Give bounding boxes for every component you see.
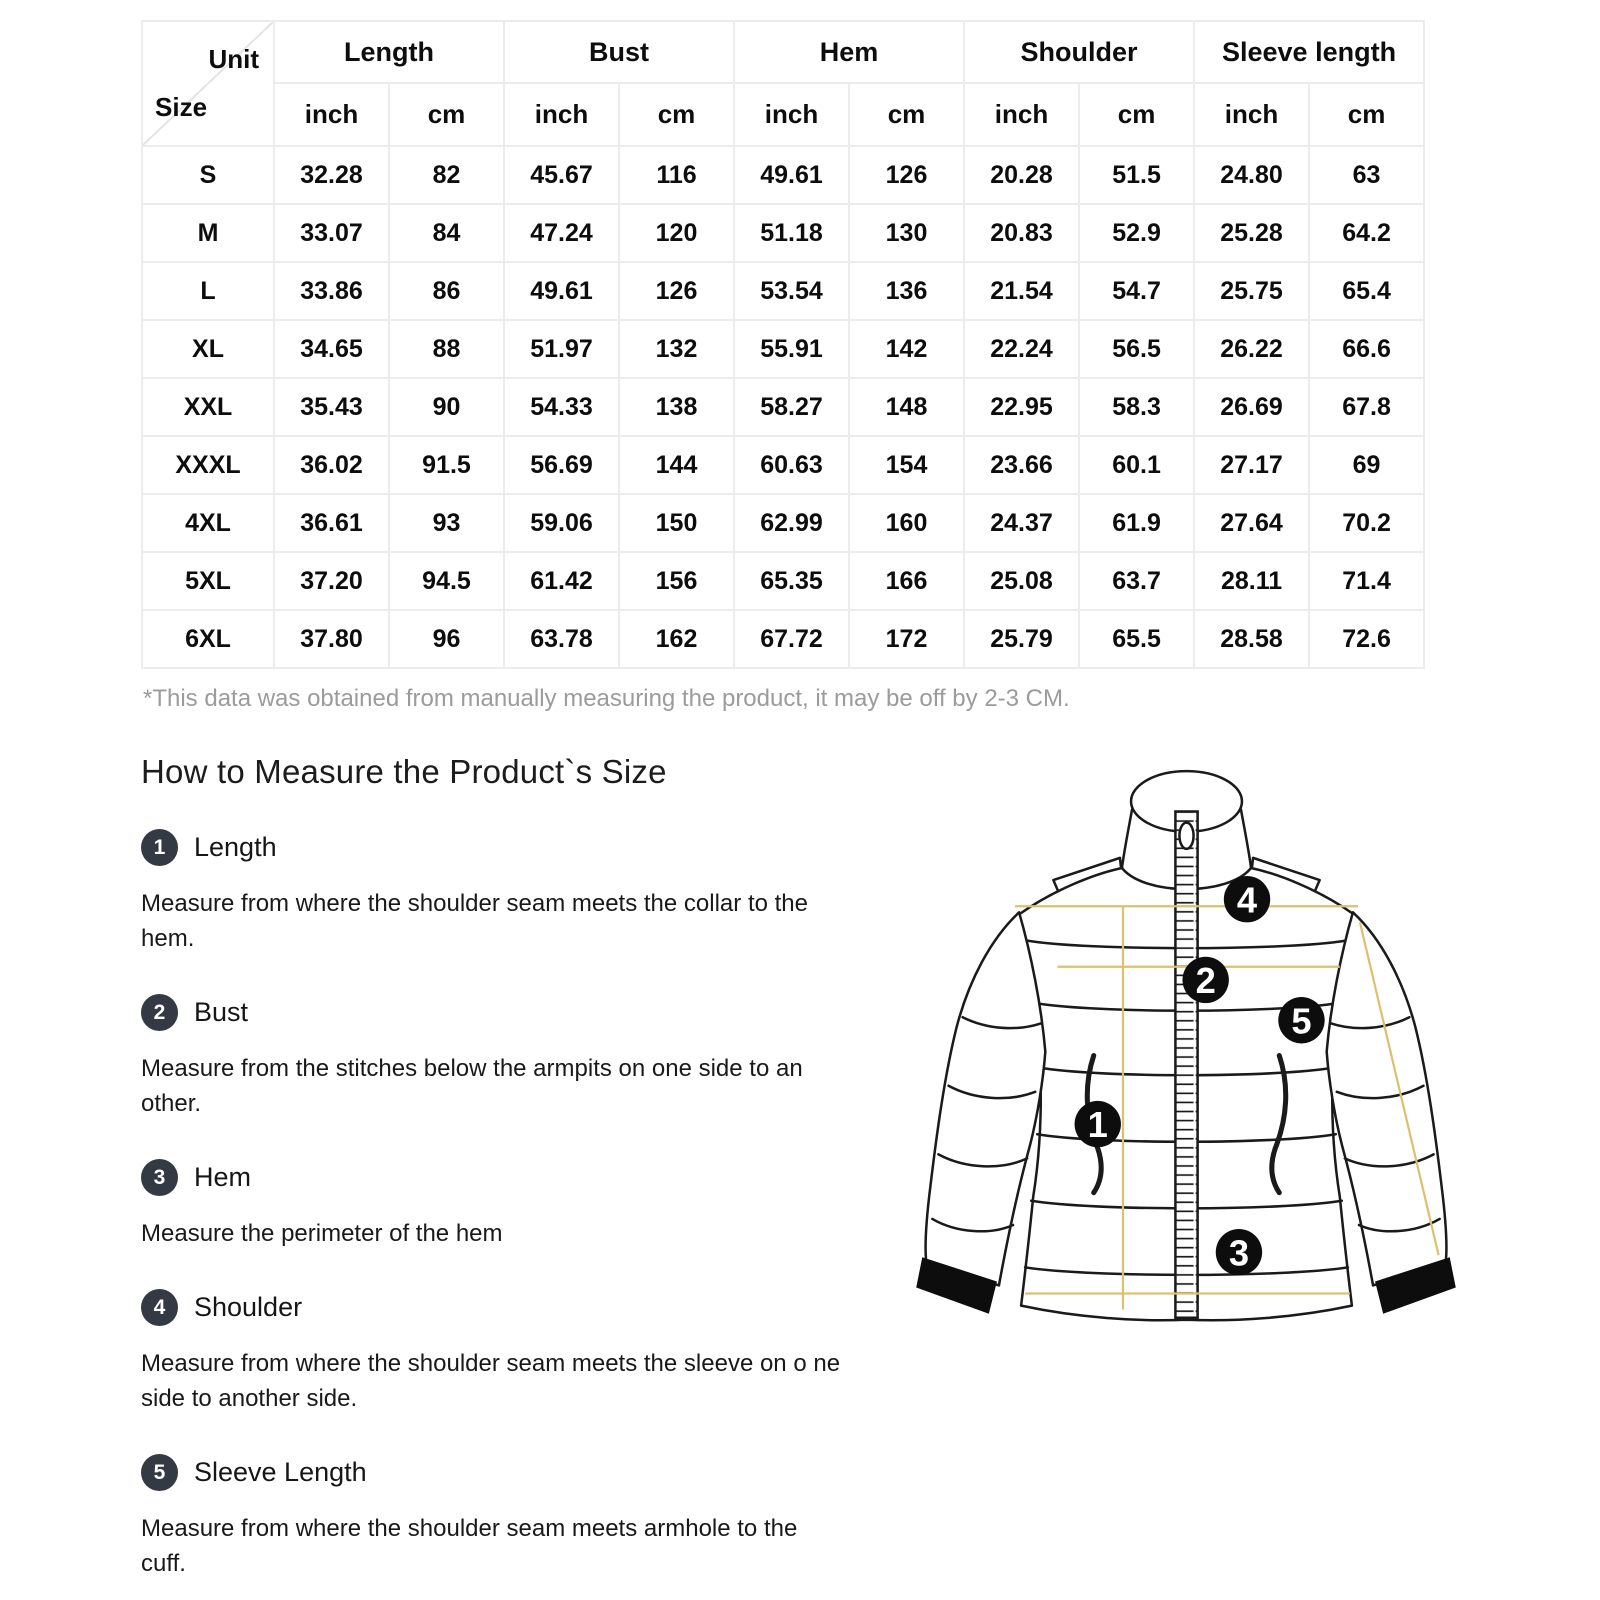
table-cell: 154: [849, 436, 964, 494]
corner-unit-label: Unit: [208, 44, 259, 74]
measure-item: [141, 994, 906, 1121]
table-cell: 28.11: [1194, 552, 1309, 610]
diagram-marker: [1216, 1229, 1262, 1275]
item-title: Shoulder: [194, 1292, 303, 1322]
table-cell: 66.6: [1309, 320, 1424, 378]
table-cell: 24.37: [964, 494, 1079, 552]
table-cell: 172: [849, 610, 964, 668]
table-cell: 36.02: [274, 436, 389, 494]
column-group-header: Length: [274, 21, 504, 83]
corner-size-label: Size: [155, 92, 208, 122]
table-row: [142, 204, 1424, 262]
table-cell: 93: [389, 494, 504, 552]
item-description: Measure from where the shoulder seam meets the sleeve on o ne side to another side.: [141, 1350, 841, 1412]
table-cell: 126: [619, 262, 734, 320]
table-cell: 130: [849, 204, 964, 262]
table-row: [142, 320, 1424, 378]
table-cell: 63.78: [504, 610, 619, 668]
measure-item: [141, 829, 906, 956]
table-cell: 138: [619, 378, 734, 436]
measure-item-header: [141, 1454, 906, 1491]
table-cell: 51.97: [504, 320, 619, 378]
table-cell: 90: [389, 378, 504, 436]
table-cell: 56.5: [1079, 320, 1194, 378]
table-cell: 24.80: [1194, 146, 1309, 204]
jacket-outline: [916, 771, 1456, 1320]
table-cell: 25.28: [1194, 204, 1309, 262]
table-cell: 37.20: [274, 552, 389, 610]
corner-cell: [142, 21, 274, 146]
table-cell: 120: [619, 204, 734, 262]
measure-item: [141, 1159, 906, 1251]
svg-text:1: 1: [1087, 1104, 1108, 1146]
table-cell: 58.27: [734, 378, 849, 436]
measure-item: [141, 1289, 906, 1416]
item-number: 3: [153, 1165, 166, 1189]
column-group-header: Hem: [734, 21, 964, 83]
table-cell: 58.3: [1079, 378, 1194, 436]
unit-header: inch: [964, 83, 1079, 146]
item-title: Bust: [194, 997, 249, 1027]
table-cell: 59.06: [504, 494, 619, 552]
item-description: Measure from the stitches below the armpits on one side to an other.: [141, 1055, 803, 1117]
table-cell: 28.58: [1194, 610, 1309, 668]
table-cell: 26.22: [1194, 320, 1309, 378]
table-cell: 60.63: [734, 436, 849, 494]
table-cell: 142: [849, 320, 964, 378]
measure-item-header: [141, 1289, 906, 1326]
table-cell: 72.6: [1309, 610, 1424, 668]
svg-text:5: 5: [1291, 1000, 1312, 1042]
table-cell: 27.17: [1194, 436, 1309, 494]
item-number: 4: [153, 1295, 166, 1319]
table-row: [142, 262, 1424, 320]
unit-header: cm: [1309, 83, 1424, 146]
table-cell: 70.2: [1309, 494, 1424, 552]
diagram-marker: [1075, 1101, 1121, 1147]
table-cell: 63: [1309, 146, 1424, 204]
table-row: [142, 494, 1424, 552]
item-number-badge: [141, 829, 178, 866]
svg-text:3: 3: [1228, 1232, 1250, 1274]
table-cell: 67.8: [1309, 378, 1424, 436]
diagram-marker: [1182, 957, 1228, 1003]
column-group-header: Bust: [504, 21, 734, 83]
item-title: Length: [194, 832, 277, 862]
table-cell: 27.64: [1194, 494, 1309, 552]
measure-item-list: [141, 829, 906, 1581]
diagram-marker: [1278, 997, 1324, 1043]
table-cell: 25.79: [964, 610, 1079, 668]
table-row: [142, 436, 1424, 494]
measurement-disclaimer: *This data was obtained from manually measuring the product, it may be off by 2-3 CM.: [143, 685, 1070, 712]
size-label: L: [142, 262, 274, 320]
table-cell: 49.61: [504, 262, 619, 320]
unit-header: inch: [274, 83, 389, 146]
item-number-badge: [141, 1159, 178, 1196]
unit-header: inch: [734, 83, 849, 146]
item-description: Measure the perimeter of the hem: [141, 1220, 503, 1247]
table-cell: 36.61: [274, 494, 389, 552]
table-cell: 33.07: [274, 204, 389, 262]
size-label: M: [142, 204, 274, 262]
size-label: XL: [142, 320, 274, 378]
table-cell: 21.54: [964, 262, 1079, 320]
unit-header: cm: [389, 83, 504, 146]
table-cell: 94.5: [389, 552, 504, 610]
size-label: S: [142, 146, 274, 204]
table-row: [142, 552, 1424, 610]
table-cell: 64.2: [1309, 204, 1424, 262]
table-cell: 53.54: [734, 262, 849, 320]
table-row: [142, 610, 1424, 668]
table-cell: 63.7: [1079, 552, 1194, 610]
table-cell: 20.28: [964, 146, 1079, 204]
measure-item-header: [141, 994, 906, 1031]
measure-item-header: [141, 829, 906, 866]
table-cell: 65.5: [1079, 610, 1194, 668]
table-unit-header-row: [142, 83, 1424, 146]
column-group-header: Sleeve length: [1194, 21, 1424, 83]
item-title: Hem: [194, 1162, 252, 1192]
item-number-badge: [141, 1289, 178, 1326]
table-cell: 84: [389, 204, 504, 262]
item-number: 1: [153, 835, 166, 859]
table-cell: 61.42: [504, 552, 619, 610]
table-cell: 56.69: [504, 436, 619, 494]
table-cell: 25.08: [964, 552, 1079, 610]
item-title: Sleeve Length: [194, 1457, 367, 1487]
jacket-measurement-diagram: [906, 753, 1466, 1348]
unit-header: cm: [619, 83, 734, 146]
table-cell: 65.35: [734, 552, 849, 610]
table-cell: 49.61: [734, 146, 849, 204]
unit-header: cm: [849, 83, 964, 146]
table-cell: 32.28: [274, 146, 389, 204]
table-cell: 23.66: [964, 436, 1079, 494]
table-cell: 51.18: [734, 204, 849, 262]
table-cell: 96: [389, 610, 504, 668]
item-number: 2: [153, 1000, 166, 1024]
jacket-diagram-panel: [906, 753, 1466, 1581]
diagram-marker: [1224, 876, 1270, 922]
table-cell: 132: [619, 320, 734, 378]
table-cell: 148: [849, 378, 964, 436]
table-cell: 55.91: [734, 320, 849, 378]
table-cell: 26.69: [1194, 378, 1309, 436]
size-label: 5XL: [142, 552, 274, 610]
table-cell: 166: [849, 552, 964, 610]
item-number-badge: [141, 994, 178, 1031]
table-cell: 22.95: [964, 378, 1079, 436]
section-heading: How to Measure the Product`s Size: [141, 753, 667, 790]
table-cell: 34.65: [274, 320, 389, 378]
table-cell: 136: [849, 262, 964, 320]
table-cell: 35.43: [274, 378, 389, 436]
table-cell: 162: [619, 610, 734, 668]
table-cell: 20.83: [964, 204, 1079, 262]
table-cell: 116: [619, 146, 734, 204]
table-cell: 67.72: [734, 610, 849, 668]
table-cell: 88: [389, 320, 504, 378]
size-label: XXXL: [142, 436, 274, 494]
unit-header: inch: [504, 83, 619, 146]
table-cell: 150: [619, 494, 734, 552]
table-cell: 65.4: [1309, 262, 1424, 320]
table-cell: 82: [389, 146, 504, 204]
table-cell: 91.5: [389, 436, 504, 494]
item-description: Measure from where the shoulder seam meets the collar to the hem.: [141, 890, 808, 952]
table-cell: 69: [1309, 436, 1424, 494]
table-cell: 37.80: [274, 610, 389, 668]
table-cell: 156: [619, 552, 734, 610]
size-label: 6XL: [142, 610, 274, 668]
size-label: 4XL: [142, 494, 274, 552]
table-cell: 54.7: [1079, 262, 1194, 320]
table-row: [142, 146, 1424, 204]
table-cell: 126: [849, 146, 964, 204]
table-cell: 25.75: [1194, 262, 1309, 320]
item-description: Measure from where the shoulder seam meets armhole to the cuff.: [141, 1515, 798, 1577]
item-number-badge: [141, 1454, 178, 1491]
measure-item-header: [141, 1159, 906, 1196]
measure-item: [141, 1454, 906, 1581]
table-cell: 51.5: [1079, 146, 1194, 204]
table-cell: 160: [849, 494, 964, 552]
column-group-header: Shoulder: [964, 21, 1194, 83]
how-to-measure-section: [141, 753, 1600, 1581]
svg-text:2: 2: [1195, 960, 1216, 1002]
item-number: 5: [153, 1460, 166, 1484]
table-cell: 33.86: [274, 262, 389, 320]
table-cell: 71.4: [1309, 552, 1424, 610]
table-group-header-row: [142, 21, 1424, 83]
table-cell: 144: [619, 436, 734, 494]
table-cell: 62.99: [734, 494, 849, 552]
measure-instructions: [141, 753, 906, 1581]
table-cell: 45.67: [504, 146, 619, 204]
table-cell: 22.24: [964, 320, 1079, 378]
size-table: [141, 20, 1425, 669]
unit-header: cm: [1079, 83, 1194, 146]
table-cell: 47.24: [504, 204, 619, 262]
table-cell: 86: [389, 262, 504, 320]
size-label: XXL: [142, 378, 274, 436]
unit-header: inch: [1194, 83, 1309, 146]
table-cell: 52.9: [1079, 204, 1194, 262]
table-row: [142, 378, 1424, 436]
table-cell: 61.9: [1079, 494, 1194, 552]
svg-text:4: 4: [1236, 879, 1258, 921]
table-cell: 60.1: [1079, 436, 1194, 494]
table-cell: 54.33: [504, 378, 619, 436]
